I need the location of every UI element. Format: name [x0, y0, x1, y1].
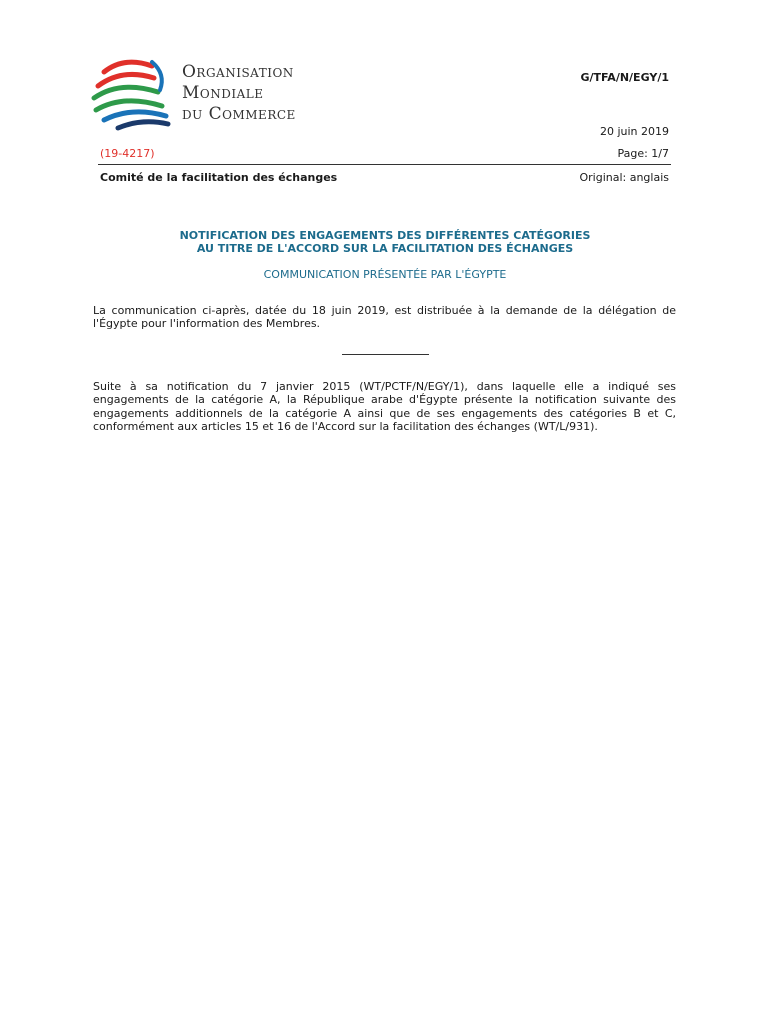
- header-divider: [98, 164, 671, 165]
- section-separator: [342, 354, 429, 355]
- body-paragraph: Suite à sa notification du 7 janvier 2015 (WT/PCTF/N/EGY/1), dans laquelle elle a indiqué ses engagements de la catégorie A, la République arabe d'Égypte présente la notification suivante des engagements additionnels de la catégorie A ainsi que de ses engagements des catégories B et C, conformément aux articles 15 et 16 de l'Accord sur la facilitation des échanges (WT/L/931).: [93, 380, 676, 434]
- job-number: (19-4217): [100, 147, 155, 160]
- logo-line-3: du Commerce: [182, 104, 296, 124]
- document-title: [90, 229, 680, 255]
- original-language: Original: anglais: [579, 171, 669, 184]
- committee-name: Comité de la facilitation des échanges: [100, 171, 338, 184]
- wto-logo-wordmark: [182, 62, 296, 125]
- title-line-2: AU TITRE DE L'ACCORD SUR LA FACILITATION DES ÉCHANGES: [196, 242, 574, 255]
- document-date: 20 juin 2019: [599, 125, 669, 138]
- intro-paragraph: La communication ci-après, datée du 18 juin 2019, est distribuée à la demande de la délégation de l'Égypte pour l'information des Membres.: [93, 304, 676, 331]
- wto-logo-mark-icon: [90, 58, 174, 132]
- document-symbol: G/TFA/N/EGY/1: [580, 71, 669, 84]
- title-line-1: NOTIFICATION DES ENGAGEMENTS DES DIFFÉRENTES CATÉGORIES: [179, 229, 591, 242]
- wto-logo: [90, 58, 340, 132]
- logo-line-1: Organisation: [182, 62, 294, 82]
- document-subtitle: COMMUNICATION PRÉSENTÉE PAR L'ÉGYPTE: [263, 268, 507, 281]
- page-number: Page: 1/7: [617, 147, 669, 160]
- logo-line-2: Mondiale: [182, 83, 264, 103]
